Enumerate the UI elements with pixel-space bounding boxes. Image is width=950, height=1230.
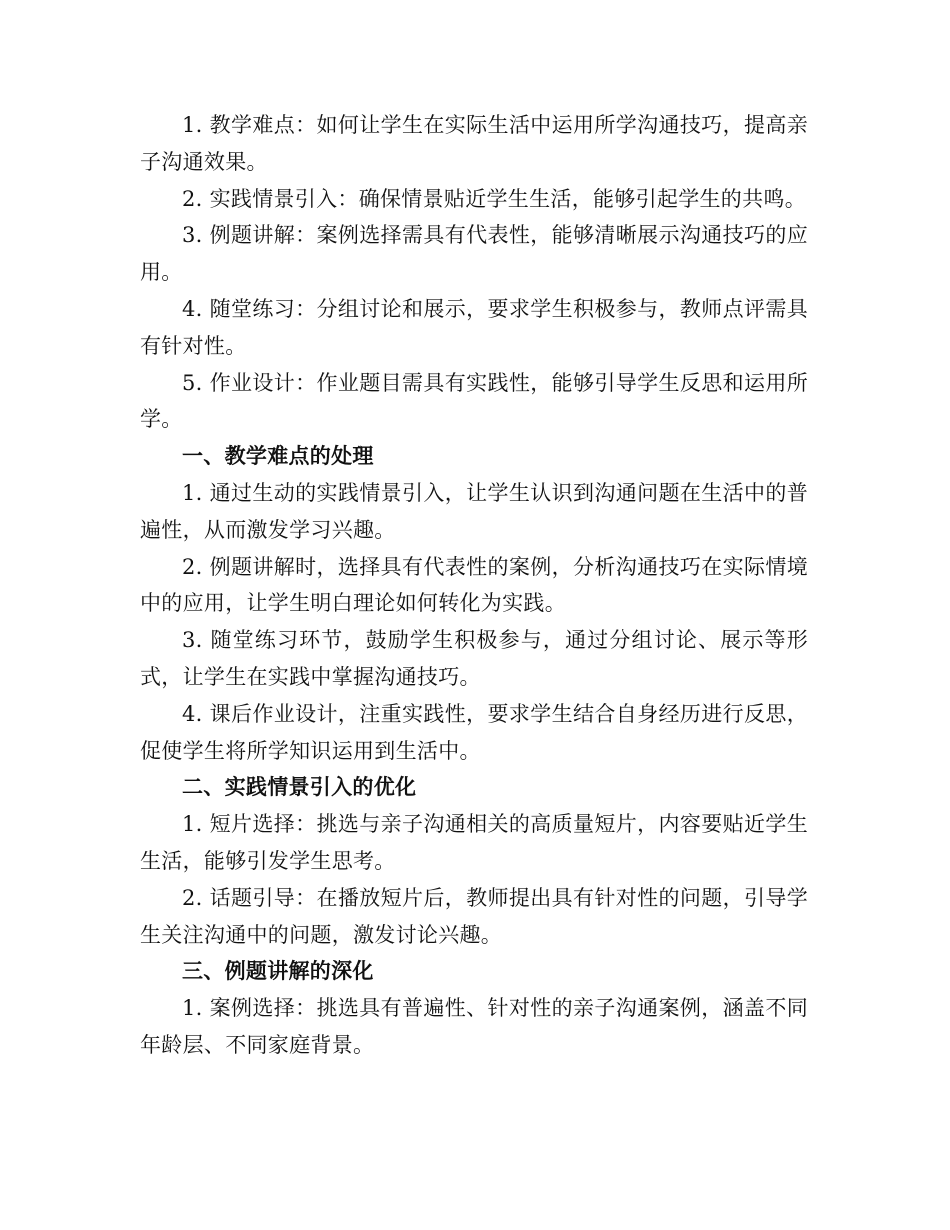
- section-heading-3: 三、例题讲解的深化: [182, 958, 374, 984]
- difficulty-item-4: 4. 随堂练习：分组讨论和展示，要求学生积极参与，教师点评需具有针对性。: [140, 296, 808, 358]
- section-heading-2: 二、实践情景引入的优化: [182, 774, 417, 800]
- section1-item-3: 3. 随堂练习环节，鼓励学生积极参与，通过分组讨论、展示等形式，让学生在实践中掌握沟通技巧。: [140, 628, 808, 689]
- section2-item-2: 2. 话题引导：在播放短片后，教师提出具有针对性的问题，引导学生关注沟通中的问题，激发讨论兴趣。: [140, 885, 808, 947]
- difficulty-item-5: 5. 作业设计：作业题目需具有实践性，能够引导学生反思和运用所学。: [140, 370, 808, 432]
- section1-item-4: 4. 课后作业设计，注重实践性，要求学生结合自身经历进行反思，促使学生将所学知识运用到生活中。: [140, 701, 808, 763]
- difficulty-item-2: 2. 实践情景引入：确保情景贴近学生生活，能够引起学生的共鸣。: [182, 186, 807, 211]
- section1-item-1: 1. 通过生动的实践情景引入，让学生认识到沟通问题在生活中的普遍性，从而激发学习兴趣。: [140, 480, 808, 542]
- section2-item-1: 1. 短片选择：挑选与亲子沟通相关的高质量短片，内容要贴近学生生活，能够引发学生思考。: [140, 812, 808, 873]
- difficulty-item-1: 1. 教学难点：如何让学生在实际生活中运用所学沟通技巧，提高亲子沟通效果。: [140, 113, 808, 174]
- section3-item-1: 1. 案例选择：挑选具有普遍性、针对性的亲子沟通案例，涵盖不同年龄层、不同家庭背景。: [140, 996, 808, 1057]
- section-heading-1: 一、教学难点的处理: [182, 443, 374, 469]
- section1-item-2: 2. 例题讲解时，选择具有代表性的案例，分析沟通技巧在实际情境中的应用，让学生明白理论如何转化为实践。: [140, 554, 808, 616]
- document-page: [140, 107, 808, 1064]
- difficulty-item-3: 3. 例题讲解：案例选择需具有代表性，能够清晰展示沟通技巧的应用。: [140, 223, 808, 285]
